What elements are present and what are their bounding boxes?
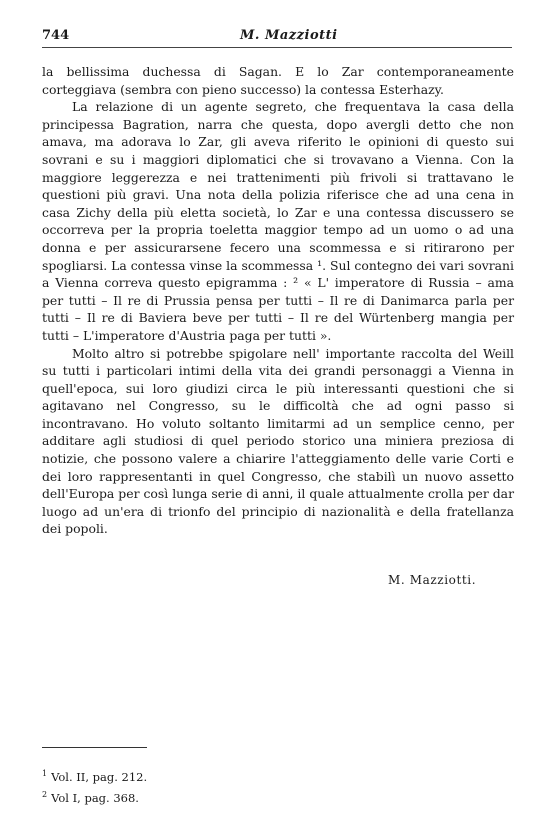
header-rule <box>42 47 512 48</box>
running-title: M. Mazziotti <box>240 28 338 43</box>
footnotes <box>42 765 147 807</box>
footnote-mark: 1 <box>42 769 48 778</box>
footnote-text: Vol. II, pag. 212. <box>51 769 148 784</box>
page-header <box>42 28 512 46</box>
footnote-rule <box>42 747 147 748</box>
footnote-mark: 2 <box>42 789 48 799</box>
footnote-1 <box>42 765 147 786</box>
body-text <box>42 63 514 538</box>
paragraph-2: La relazione di un agente segreto, che frequentava la casa della principessa Bagration, narra che questa, dopo avergli detto che non amava, ma adorava lo Zar, gli aveva riferito le opinioni di questo sui sovrani e su i maggiori diplomatici che si trovavano a Vienna. Con la maggiore leggerezza e nei trattenimenti più frivoli si trattavano le questioni più gravi. Una nota della polizia riferisce che ad una cena in casa Zichy della più eletta società, lo Zar e una contessa discussero se occorreva per la propria toeletta maggior tempo ad un uomo o ad una donna e per assicurarsene fecero una scommessa e si ritirarono per spogliarsi. La contessa vinse la scommessa ¹. Sul contegno dei vari sovrani a Vienna correva questo epigramma : ² « L' imperatore di Russia – ama per tutti – Il re di Prussia pensa per tutti – Il re di Danimarca parla per tutti – Il re di Baviera beve per tutti – Il re del Würtenberg mangia per tutti – L'imperatore d'Austria paga per tutti ». <box>42 99 514 343</box>
paragraph-1: la bellissima duchessa di Sagan. E lo Zar contemporaneamente corteggiava (sembra con pieno successo) la contessa Esterhazy. <box>42 64 514 97</box>
footnote-2 <box>42 786 147 807</box>
author-signature: M. Mazziotti. <box>388 573 477 587</box>
paragraph-3: Molto altro si potrebbe spigolare nell' importante raccolta del Weill su tutti i particolari intimi della vita dei grandi personaggi a Vienna in quell'epoca, sui loro giudizi circa le più interessanti questioni che si agitavano nel Congresso, su le difficoltà che ad ogni passo si incontravano. Ho voluto soltanto limitarmi ad un semplice cenno, per additare agli studiosi di quel periodo storico una miniera preziosa di notizie, che possono valere a chiarire l'atteggiamento delle varie Corti e dei loro rappresentanti in quel Congresso, che stabilì un nuovo assetto dell'Europa per così lunga serie di anni, il quale attualmente crolla per dar luogo ad un'era di trionfo del principio di nazionalità e della fratellanza dei popoli. <box>42 345 514 537</box>
page-number: 744 <box>42 28 70 43</box>
footnote-text: Vol I, pag. 368. <box>51 790 139 805</box>
